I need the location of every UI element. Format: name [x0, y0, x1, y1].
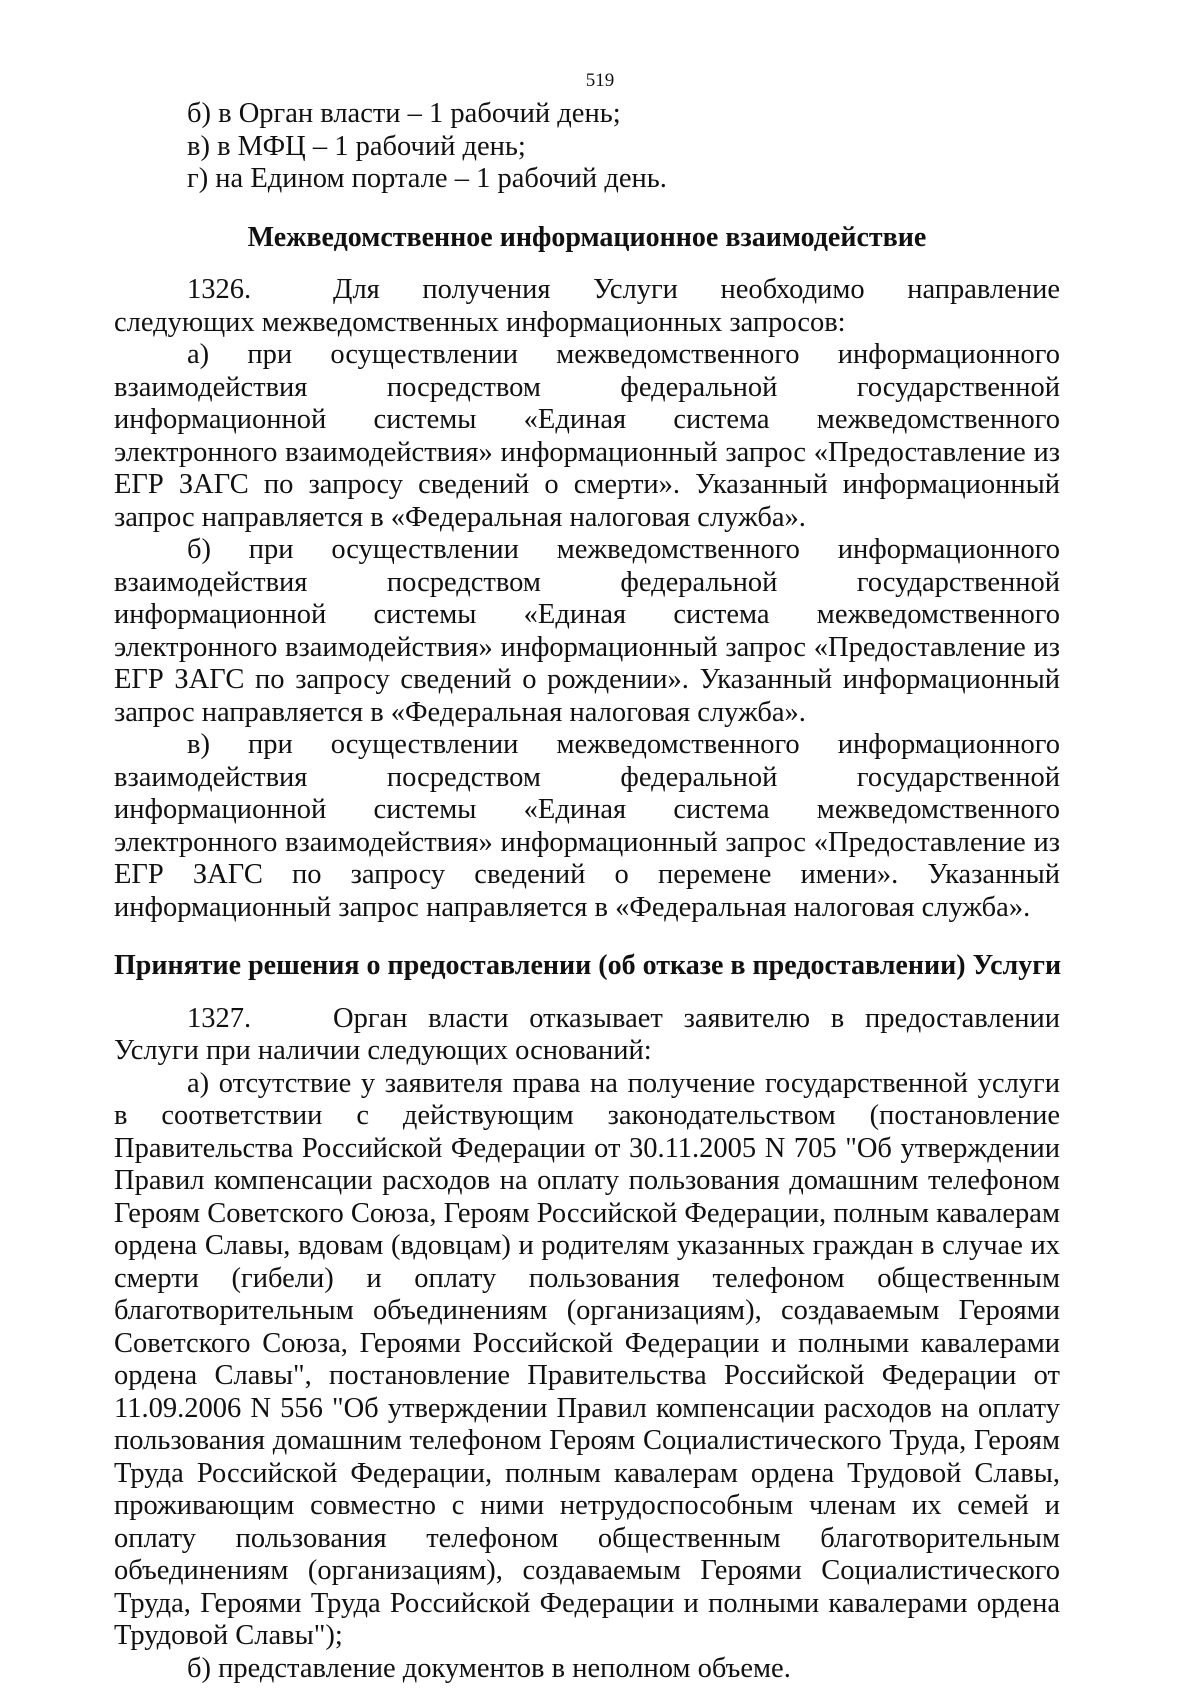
clause-text: Орган власти отказывает заявителю в предоставлении Услуги при наличии следующих оснований:: [114, 1002, 1060, 1066]
clause-1326: [114, 274, 1060, 339]
subitem: а) отсутствие у заявителя права на получение государственной услуги в соответствии с действующим законодательством (постановление Правительства Российской Федерации от 30.11.2005 N 705 "Об утверждении Правил компенсации расходов на оплату пользования домашним телефоном Героям Советского Союза, Героям Российской Федерации, полным кавалерам ордена Славы, вдовам (вдовцам) и родителям указанных граждан в случае их смерти (гибели) и оплату пользования телефоном общественным благотворительным объединениям (организациям), создаваемым Героями Советского Союза, Героями Российской Федерации и полными кавалерами ордена Славы", постановление Правительства Российской Федерации от 11.09.2006 N 556 "Об утверждении Правил компенсации расходов на оплату пользования домашним телефоном Героям Социалистического Труда, Героям Труда Российской Федерации, полным кавалерам ордена Трудовой Славы, проживающим совместно с ними нетрудоспособным членам их семей и оплату пользования телефоном общественным благотворительным объединениям (организациям), создаваемым Героями Социалистического Труда, Героями Труда Российской Федерации и полными кавалерами ордена Трудовой Славы");: [114, 1067, 1060, 1651]
clause-number: 1326.: [187, 274, 252, 305]
subitem: б) при осуществлении межведомственного информационного взаимодействия посредством федеральной государственной информационной системы «Единая система межведомственного электронного взаимодействия» информационный запрос «Предоставление из ЕГР ЗАГС по запросу сведений о рождении». Указанный информационный запрос направляется в «Федеральная налоговая служба».: [114, 534, 1060, 728]
subitem: в) при осуществлении межведомственного информационного взаимодействия посредством федеральной государственной информационной системы «Единая система межведомственного электронного взаимодействия» информационный запрос «Предоставление из ЕГР ЗАГС по запросу сведений о перемене имени». Указанный информационный запрос направляется в «Федеральная налоговая служба».: [114, 729, 1060, 923]
document-body: [114, 98, 1060, 1685]
subitem: б) представление документов в неполном объеме.: [187, 1652, 791, 1684]
list-item: б) в Орган власти – 1 рабочий день;: [187, 98, 621, 129]
list-item: в) в МФЦ – 1 рабочий день;: [187, 130, 526, 162]
section-heading: Принятие решения о предоставлении (об отказе в предоставлении) Услуги: [114, 950, 1062, 981]
clause-number: 1327.: [187, 1002, 252, 1034]
section-heading: Межведомственное информационное взаимодействие: [247, 221, 927, 253]
clause-1327: [114, 1003, 1060, 1068]
page-number: 519: [585, 70, 615, 91]
list-item: г) на Едином портале – 1 рабочий день.: [187, 163, 667, 194]
clause-text: Для получения Услуги необходимо направление следующих межведомственных информационных запросов:: [114, 274, 1060, 338]
subitem: а) при осуществлении межведомственного информационного взаимодействия посредством федеральной государственной информационной системы «Единая система межведомственного электронного взаимодействия» информационный запрос «Предоставление из ЕГР ЗАГС по запросу сведений о смерти». Указанный информационный запрос направляется в «Федеральная налоговая служба».: [114, 339, 1060, 533]
